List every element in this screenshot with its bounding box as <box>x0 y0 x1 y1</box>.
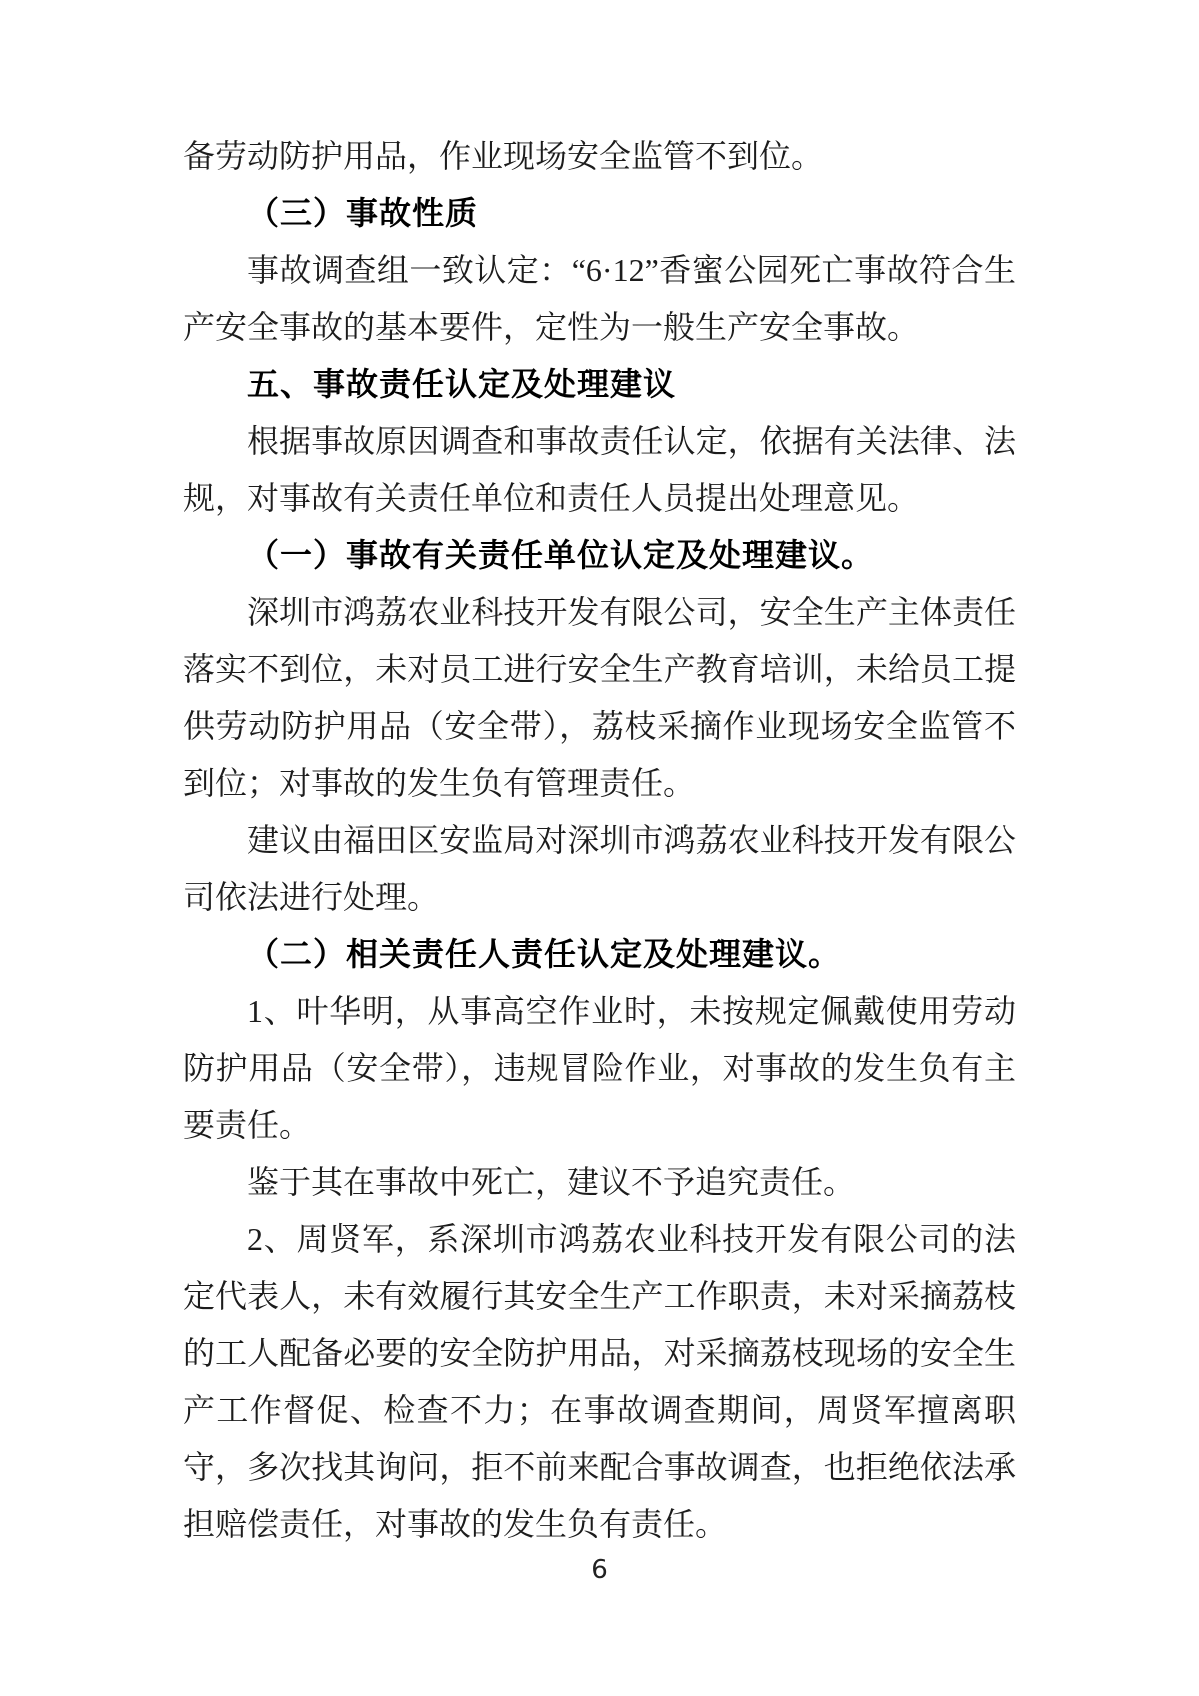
document-body <box>183 128 1016 1553</box>
paragraph: 备劳动防护用品，作业现场安全监管不到位。 <box>183 138 824 174</box>
paragraph: 深圳市鸿荔农业科技开发有限公司，安全生产主体责任落实不到位，未对员工进行安全生产教育培训，未给员工提供劳动防护用品（安全带），荔枝采摘作业现场安全监管不到位；对事故的发生负有管理责任。 <box>183 594 1016 801</box>
paragraph: 2、周贤军，系深圳市鸿荔农业科技开发有限公司的法定代表人，未有效履行其安全生产工作职责，未对采摘荔枝的工人配备必要的安全防护用品，对采摘荔枝现场的安全生产工作督促、检查不力；在事故调查期间，周贤军擅离职守，多次找其询问，拒不前来配合事故调查，也拒绝依法承担赔偿责任，对事故的发生负有责任。 <box>183 1221 1016 1542</box>
page-number: 6 <box>591 1555 608 1585</box>
section-heading: （一）事故有关责任单位认定及处理建议。 <box>247 537 875 573</box>
paragraph: 建议由福田区安监局对深圳市鸿荔农业科技开发有限公司依法进行处理。 <box>183 822 1016 915</box>
section-heading: （三）事故性质 <box>247 195 479 231</box>
section-heading: 五、事故责任认定及处理建议 <box>247 366 677 402</box>
paragraph: 事故调查组一致认定：“6·12”香蜜公园死亡事故符合生产安全事故的基本要件，定性为一般生产安全事故。 <box>183 252 1016 345</box>
section-heading: （二）相关责任人责任认定及处理建议。 <box>247 936 842 972</box>
paragraph: 鉴于其在事故中死亡，建议不予追究责任。 <box>247 1164 856 1200</box>
paragraph: 1、叶华明，从事高空作业时，未按规定佩戴使用劳动防护用品（安全带），违规冒险作业，对事故的发生负有主要责任。 <box>183 993 1016 1143</box>
paragraph: 根据事故原因调查和事故责任认定，依据有关法律、法规，对事故有关责任单位和责任人员提出处理意见。 <box>183 423 1016 516</box>
